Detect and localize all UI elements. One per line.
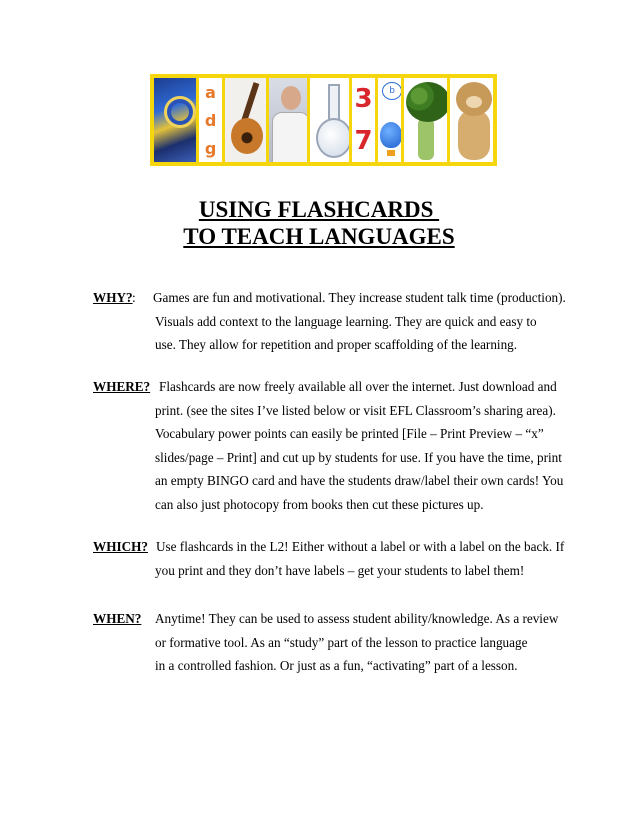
hot-air-balloon-icon [380,122,401,148]
broccoli-stem [418,118,434,160]
letters-tile [199,78,222,162]
where-line-6: can also just photocopy from books then cut these pictures up. [155,497,484,512]
astronaut-icon [281,86,301,110]
flask-icon [316,118,349,158]
letter-a: a [205,82,216,102]
where-line-4: slides/page – Print] and cut up by students for use. If you have the time, print [155,449,562,465]
astronaut-tile [269,78,306,162]
flask-neck [328,84,340,122]
guitar-tile [225,78,266,162]
which-line-2: you print and they don’t have labels – get your students to label them! [155,562,525,578]
when-line-2: or formative tool. As an “study” part of the lesson to practice language [155,634,528,650]
lion-cub-tile [450,78,493,162]
why-line-1: Games are fun and motivational. They increase student talk time (production). [153,290,566,305]
numbers-tile [352,78,375,162]
where-line-1: Flashcards are now freely available all over the internet. Just download and [159,379,557,394]
balloon-letter: b [389,86,395,96]
why-label: WHY? [93,290,133,305]
broccoli-icon [406,82,447,122]
balloon-basket [387,150,395,156]
section-label-when: WHEN? [93,611,142,626]
letter-g: g [204,138,217,158]
why-line-2: Visuals add context to the language learning. They are quick and easy to [155,313,537,329]
section-label-where: WHERE? [93,379,151,394]
number-3: 3 [354,84,373,114]
title-line-1: USING FLASHCARDS [198,197,440,222]
why-line-3: use. They allow for repetition and proper scaffolding of the learning. [155,337,518,353]
lion-body [458,110,490,160]
number-7: 7 [354,126,373,156]
title-line-2: TO TEACH LANGUAGES [183,224,455,249]
flashcard-banner [150,74,497,166]
where-line-5: an empty BINGO card and have the students draw/label their own cards! You [155,473,564,489]
guitar-icon [231,118,263,154]
which-line-1: Use flashcards in the L2! Either without a label or with a label on the back. If [156,539,565,554]
section-label-which: WHICH? [93,539,148,554]
flask-tile [310,78,349,162]
astronaut-suit [272,112,306,162]
when-line-1: Anytime! They can be used to assess student ability/knowledge. As a review [155,611,559,626]
where-line-2: print. (see the sites I’ve listed below or visit EFL Classroom’s sharing area). [155,402,556,418]
why-colon: : [132,290,136,305]
page-title [0,196,638,250]
balloon-outline-icon [382,82,401,100]
broccoli-tile [404,78,447,162]
letter-d: d [204,110,217,130]
starry-night-tile [154,78,196,162]
balloon-tile [378,78,401,162]
when-line-3: in a controlled fashion. Or just as a fun, “activating” part of a lesson. [155,658,518,674]
where-line-3: Vocabulary power points can easily be printed [File – Print Preview – “x” [155,426,544,442]
section-label-why [93,286,133,310]
